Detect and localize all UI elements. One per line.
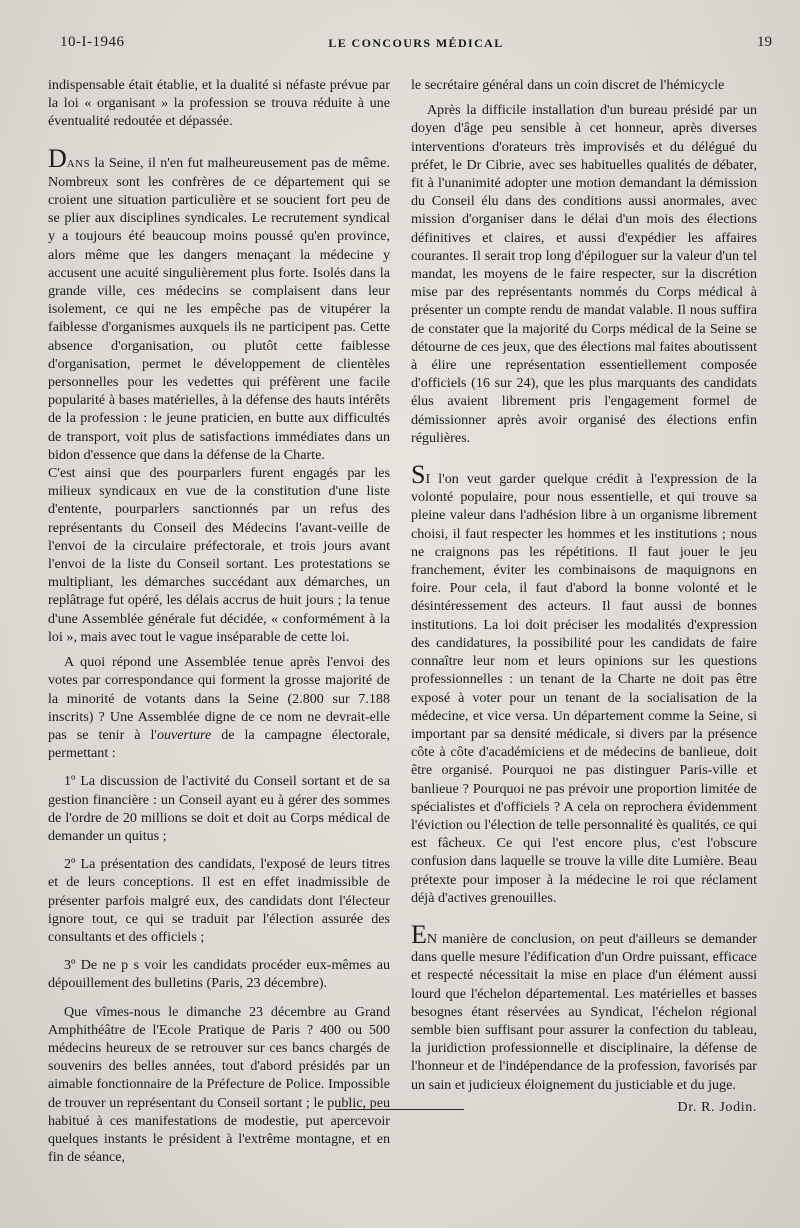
list-item: 1º La discussion de l'activité du Conseil sortant et de sa gestion financière : un Conseil ayant eu à gérer des sommes de l'ordre de 20 millions se doit et doit au Corps médical de demander un quitus ; — [48, 773, 390, 844]
end-rule — [336, 1109, 464, 1110]
paragraph: le secrétaire général dans un coin discret de l'hémicycle — [411, 77, 725, 93]
drop-cap: S — [411, 460, 426, 490]
issue-date: 10-I-1946 — [60, 34, 125, 50]
list-item: 3º De ne p s voir les candidats procéder eux-mêmes au dépouillement des bulletins (Paris, 23 décembre). — [48, 957, 390, 992]
list-item: 2º La présentation des candidats, l'exposé de leurs titres et de leurs conceptions. Il est en effet inadmissible de présenter parfois malgré eux, des candidats dont l'électeur ignore tout, ce qui se traduit par l'élection assurée des consultants et des officiels ; — [48, 856, 390, 945]
paragraph: Après la difficile installation d'un bureau présidé par un doyen d'âge peu sensible à cet honneur, après diverses interventions d'orateurs très improvisés et du délégué du préfet, le Dr Cibrie, avec ses habituelles qualités de débater, fit à l'unanimité adopter une motion demandant la démission du Conseil élu dans des conditions aussi anormales, avec mission d'organiser dans le délai d'un mois des élections définitives et claires, et aussi d'expédier les affaires courantes. Il serait trop long d'épiloguer sur la valeur d'un tel mandat, les moyens de le faire respecter, sur la discrétion mise par des représentants nommés du Corps médical à présenter un compte rendu de mandat valable. Il nous suffira de constater que la majorité du Corps médical de la Seine se détourne de ces jeux, que des élections mal faites aboutissent à élire une représentation essentiellement composée d'officiels (16 sur 24), que les plus marquants des candidats élus avaient librement pris l'engagement formel de démissionner après avoir organisé des élections enfin régulières. — [411, 102, 757, 446]
paragraph: C'est ainsi que des pourparlers furent engagés par les milieux syndicaux en vue de la constitution d'une liste d'entente, pourparlers sanctionnés par un refus des représentants du Conseil des Médecins l'avant-veille de l'envoi de la circulaire préfectorale, et trois jours avant l'envoi de la liste du Conseil sortant. Les protestations se multipliant, les démarches succédant aux démarches, un replâtrage fut opéré, les délais accrus de huit jours ; la tenue d'une Assemblée générale fut décidée, « conformément à la loi », mais avec tout le vague inséparable de cette loi. — [48, 465, 390, 645]
journal-title: LE CONCOURS MÉDICAL — [328, 36, 504, 50]
paragraph: Que vîmes-nous le dimanche 23 décembre au Grand Amphithéâtre de l'Ecole Pratique de Paris ? 400 ou 500 médecins heureux de se retrouver sur ces bancs chargés de souvenirs des belles années, tout d'abord présidés par un aimable fonctionnaire de la Préfecture de Police. Impossible de trouver un représentant du Conseil sortant ; le public, peu habitué à ces manifestations de modestie, put apercevoir quelques instants le président à l'extrême montagne, et en fin de séance, — [48, 1003, 390, 1166]
paragraph-text: de la campagne électorale, permettant : — [48, 726, 390, 762]
paragraph-text: A quoi répond une Assemblée tenue après l'envoi des votes par correspondance qui forment la grosse majorité de la minorité de votants dans la Seine (2.800 sur 7.188 inscrits) ? Une Assemblée digne de ce nom ne devrait-elle pas se tenir à l' — [48, 654, 390, 743]
right-column — [411, 76, 757, 1116]
paragraph-with-dropcap — [411, 460, 757, 907]
paragraph-text: la Seine, il n'en fut malheureusement pas de même. Nombreux sont les confrères de ce département qui se croient une situation particulière et se soucient fort peu de se plier aux disciplines syndicales. Le recrutement syndical y a toujours été beaucoup moins poussé qu'en province, alors même que les dangers menaçant la médecine y accusent une acuité singulièrement plus forte. Isolés dans la grande ville, ces médecins se complaisent dans leur isolement, ce qui ne les empêche pas de vitupérer la faiblesse d'organismes auxquels ils ne participent pas. Cette absence d'organisation, ou plutôt cette faiblesse d'organisation, permet le développement de clientèles personnelles pour les vedettes qui préfèrent une facile popularité à bases matérielles, à la défense des hauts intérêts de la profession : le jeune praticien, en butte aux difficultés de transport, voit plus de satisfactions immédiates dans un bidon d'essence que dans la défense de la Charte. — [48, 154, 390, 463]
paragraph: indispensable était établie, et la dualité si néfaste prévue par la loi « organisant » la profession se trouva réduite à une éventualité redoutée et dépassée. — [48, 77, 390, 130]
paragraph-text: I l'on veut garder quelque crédit à l'expression de la volonté populaire, pour nous essentielle, et qui trouve sa pleine valeur dans l'adhésion libre à un organisme librement choisi, il faut respecter les hommes et les institutions ; nous ne craignons pas les répétitions. Il faut jouer le jeu franchement, éviter les combinaisons de maquignons en foire. Pour cela, il faut d'abord la bonne volonté et le désintéressement des acteurs. Il faut aussi de bonnes institutions. La loi doit préciser les modalités d'expression des candidatures, la possibilité pour les candidats de faire connaître leur nom et leurs opinions sur les questions professionnelles : un tenant de la Charte ne doit pas être exposé à voter pour un tenant de la socialisation de la médecine, et vice versa. Un département comme la Seine, si important par sa densité médicale, si divers par la présence côte à côte d'académiciens et de médecins de banlieue, doit être organisé. Pourquoi ne pas distinguer Paris-ville et banlieue ? Pourquoi ne pas prévoir une proportion limitée de spécialistes et d'officiels ? A cela on reprochera évidemment l'éviction ou l'élection de telle personnalité ès qualités, ce qui est fâcheux. Ce qui l'est encore plus, c'est l'obscure confusion dans laquelle se trouve la ville dite Lumière. Beau prétexte pour imposer à la médecine le roi que réclament déjà d'actives grenouilles. — [411, 471, 757, 906]
page-number: 19 — [757, 34, 772, 50]
emphasis-word: ouverture — [156, 726, 212, 743]
running-header — [60, 34, 772, 54]
paragraph-with-dropcap — [411, 919, 757, 1094]
left-column — [48, 76, 390, 1166]
author-signature: Dr. R. Jodin. — [677, 1098, 757, 1115]
paragraph-text: N manière de conclusion, on peut d'ailleurs se demander dans quelle mesure l'édification d'un Ordre puissant, efficace et respecté nécessitait la mise en place d'un élément aussi lourd que l'échelon départemental. Les matérielles et basses besognes étant réservées au Syndicat, l'échelon régional semble bien suffisant pour assurer la confection du tableau, la juridiction professionnelle et disciplinaire, la défense de l'honneur et de l'indépendance de la profession, favorisés par un sain et judicieux éloignement du justiciable et du juge. — [411, 930, 757, 1093]
drop-cap: E — [411, 919, 427, 949]
paragraph-with-dropcap — [48, 143, 390, 464]
small-caps-lead: ANS — [66, 157, 90, 170]
paragraph — [48, 653, 390, 762]
drop-cap: D — [48, 143, 67, 173]
